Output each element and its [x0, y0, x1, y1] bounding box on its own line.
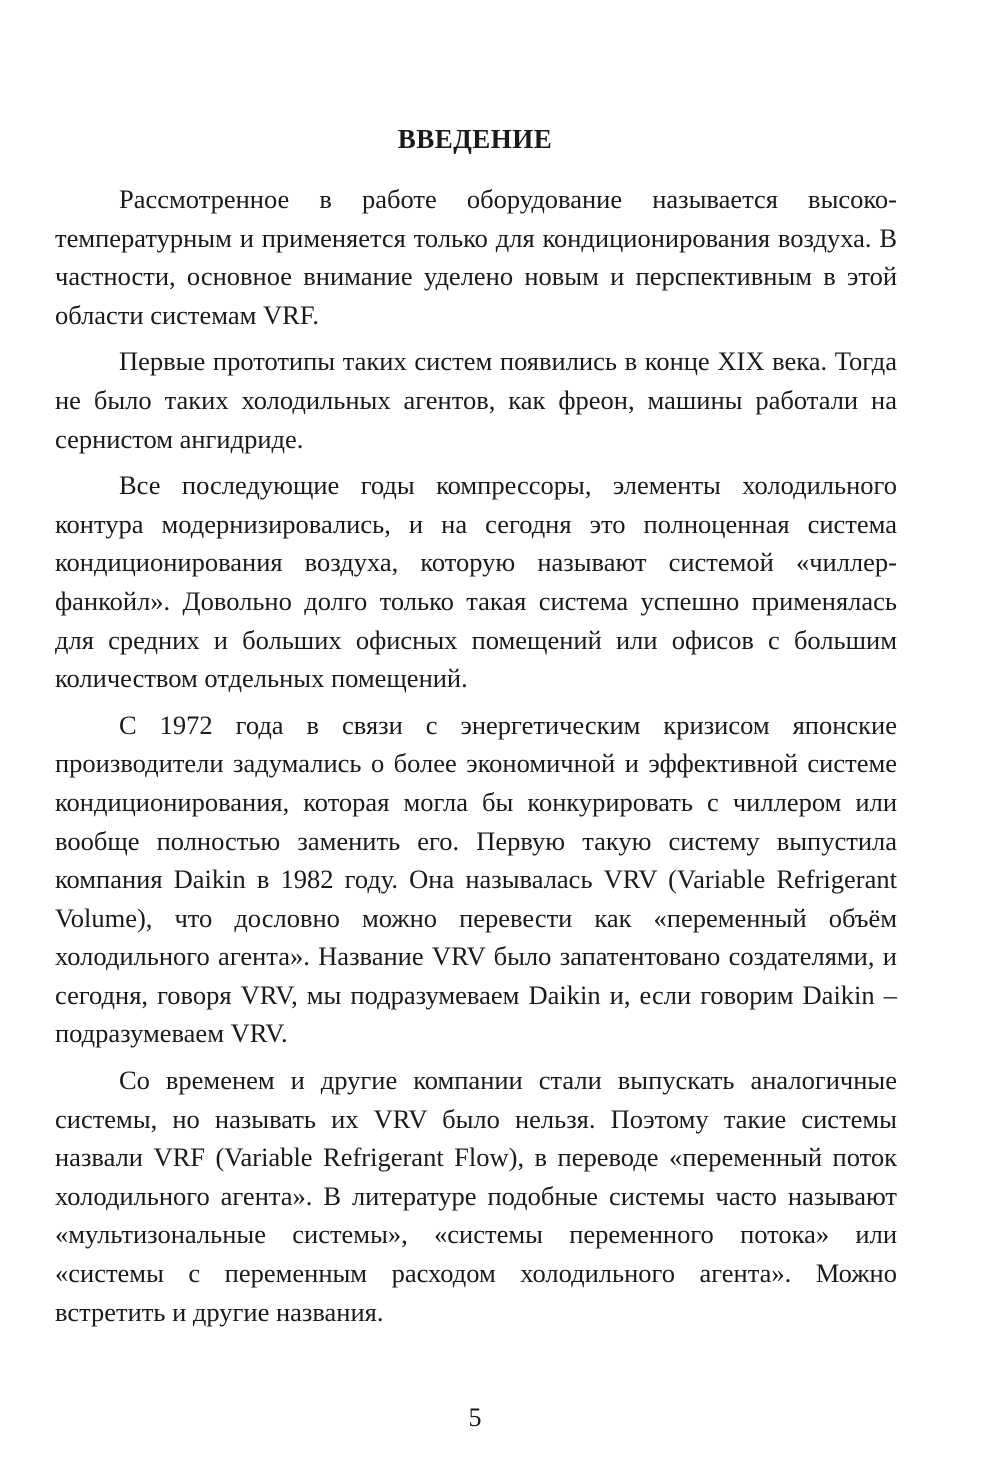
paragraph-1: Рассмотренное в работе оборудование называется высокотемпературным и применяется только для кондиционирования воздуха. В частности, основное внимание уделено новым и перспективным в этой области системам VRF.: [55, 184, 897, 330]
paragraph-2: Первые прототипы таких систем появились в конце XIX века. Тогда не было таких холодильных агентов, как фреон, машины работали на сернистом ангидриде.: [55, 346, 897, 454]
paragraph-4: С 1972 года в связи с энергетическим кризисом японские производители задумались о более экономичной и эффективной системе кондиционирования, которая могла бы конкурировать с чиллером или вообще полностью заменить его. Первую такую систему выпустила компания Daikin в 1982 году. Она называлась VRV (Variable Refrigerant Volume), что дословно можно перевести как «переменный объём холодильного агента». Название VRV было запатентовано создателями, и сегодня, говоря VRV, мы подразумеваем Daikin и, если говорим Daikin – подразумеваем VRV.: [55, 709, 897, 1049]
body-text: [55, 180, 897, 1339]
paragraph-3: Все последующие годы компрессоры, элементы холодильного контура модернизировались, и на сегодня это полноценная система кондиционирования воздуха, которую называют системой «чиллер-фанкойл». Довольно долго только такая система успешно применялась для средних и больших офисных помещений или офисов с большим количеством отдельных помещений.: [55, 470, 897, 694]
paragraph-5: Со временем и другие компании стали выпускать аналогичные системы, но называть их VRV было нельзя. Поэтому такие системы назвали VRF (Variable Refrigerant Flow), в переводе «переменный поток холодильного агента». В литературе подобные системы часто называют «мультизональные системы», «системы переменного потока» или «системы с переменным расходом холодильного агента». Можно встретить и другие названия.: [55, 1065, 897, 1327]
page-title: ВВЕДЕНИЕ: [397, 124, 553, 154]
page-number: 5: [468, 1403, 482, 1432]
